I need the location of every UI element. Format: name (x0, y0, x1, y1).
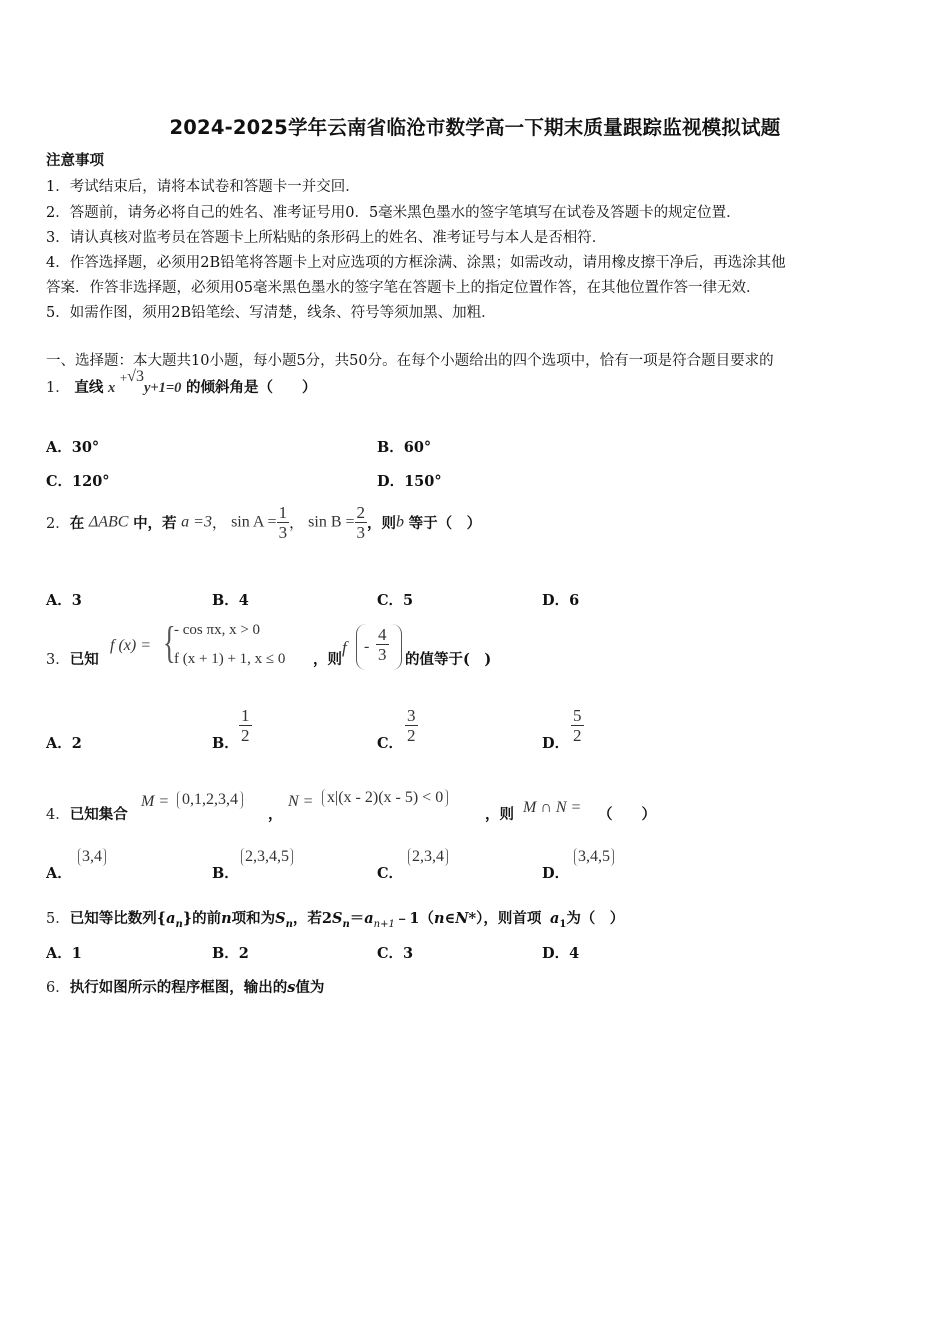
notice-item: 3．请认真核对监考员在答题卡上所粘贴的条形码上的姓名、准考证号与本人是否相符． (46, 230, 607, 246)
option-a[interactable]: A．30° (46, 439, 100, 456)
option-b-set: 2,3,4,5 (241, 848, 293, 866)
question-number: 1． (46, 380, 70, 396)
option-d[interactable]: D． (542, 865, 570, 882)
question-3-tail: 的值等于( ) (405, 651, 492, 668)
fraction: $\frac{3}{2}$ (407, 706, 416, 745)
fraction: $\frac{2}{3}$ (356, 503, 366, 542)
page-title: 2024-2025学年云南省临沧市数学高一下期末质量跟踪监视模拟试题 (169, 116, 781, 139)
set-m: 0,1,2,3,4 (177, 791, 243, 809)
fraction: $\frac{5}{2}$ (573, 706, 582, 745)
question-1: 1． 直线 x +√3y+1=0 的倾斜角是（ ） (46, 368, 317, 396)
option-b[interactable]: B． (212, 865, 239, 882)
option-c[interactable]: C．5 (377, 592, 414, 609)
option-c[interactable]: C． (377, 865, 404, 882)
question-6: 6．执行如图所示的程序框图，输出的s值为 (46, 979, 325, 996)
text-then: ，则 (313, 651, 342, 668)
option-b[interactable]: B．60° (377, 439, 432, 456)
option-c[interactable]: C． (377, 735, 404, 752)
question-5: 5．已知等比数列$\{a_n\}$的前n项和为$S_n$，若$2S_n=a_{n+1}﹣1(n\in N*)$，则首项 $a_1$为（ ） (46, 910, 625, 930)
option-b[interactable]: B．2 (212, 945, 249, 962)
set-n-label: N = (288, 793, 314, 810)
option-a[interactable]: A．3 (46, 592, 82, 609)
text-then: ，则 (485, 806, 514, 823)
fraction: $\frac{4}{3}$ (378, 625, 387, 664)
fraction: $\frac{1}{3}$ (278, 503, 288, 542)
notice-item: 2．答题前，请务必将自己的姓名、准考证号用0．5毫米黑色墨水的签字笔填写在试卷及答题卡的规定位置． (46, 205, 741, 221)
function-name: f (x) = (110, 637, 151, 654)
option-d[interactable]: D．4 (542, 945, 580, 962)
option-b[interactable]: B． (212, 735, 239, 752)
question-2: 2．在 ΔABC 中，若 a =3， sin A = $\frac{1}{3}$ ， sin B = $\frac{2}{3}$ ，则b 等于（ ） (46, 503, 482, 542)
option-d[interactable]: D．150° (377, 473, 442, 490)
option-c[interactable]: C．3 (377, 945, 414, 962)
notice-item: 5．如需作图，须用2B铅笔绘、写清楚，线条、符号等须加黑、加粗． (46, 305, 496, 321)
notice-heading: 注意事项 (46, 152, 104, 169)
question-4-tail: （ ） (598, 806, 656, 823)
piecewise-case-1: - cos πx, x > 0 (174, 622, 261, 638)
option-d[interactable]: D． (542, 735, 570, 752)
question-4: 4．已知集合 (46, 806, 128, 823)
option-a[interactable]: A．2 (46, 735, 82, 752)
question-3-label: 3．已知 (46, 651, 99, 668)
option-c-set: 2,3,4 (408, 848, 448, 866)
option-a-set: 3,4 (78, 848, 106, 866)
option-c[interactable]: C．120° (46, 473, 110, 490)
left-brace: { (163, 618, 176, 667)
notice-item: 答案．作答非选择题，必须用05毫米黑色墨水的签字笔在答题卡上的指定位置作答，在其他位置作答一律无效． (46, 280, 761, 296)
option-b[interactable]: B．4 (212, 592, 249, 609)
piecewise-case-2: f (x + 1) + 1, x ≤ 0 (174, 651, 286, 667)
option-a[interactable]: A．1 (46, 945, 82, 962)
option-d[interactable]: D．6 (542, 592, 580, 609)
function-f: f (342, 638, 347, 657)
notice-item: 4．作答选择题，必须用2B铅笔将答题卡上对应选项的方框涂满、涂黑；如需改动，请用橡皮擦干净后，再选涂其他 (46, 255, 786, 271)
option-a[interactable]: A． (46, 865, 72, 882)
option-d-set: 3,4,5 (574, 848, 614, 866)
notice-item: 1．考试结束后，请将本试卷和答题卡一并交回． (46, 179, 360, 195)
fraction: $\frac{1}{2}$ (241, 706, 250, 745)
section-heading: 一、选择题：本大题共10小题，每小题5分，共50分。在每个小题给出的四个选项中，恰有一项是符合题目要求的 (46, 353, 774, 369)
intersection-expr: M ∩ N = (523, 799, 582, 816)
minus-sign: - (364, 638, 370, 655)
set-n: x|(x - 2)(x - 5) < 0 (322, 789, 448, 807)
set-m-label: M = (141, 793, 170, 810)
